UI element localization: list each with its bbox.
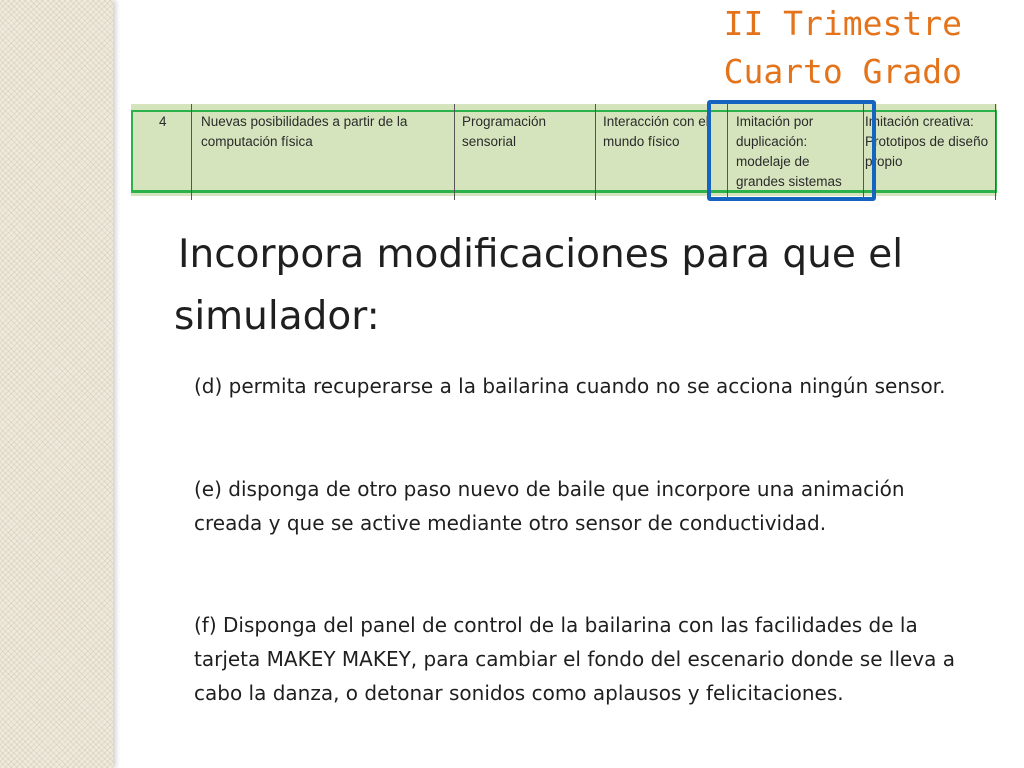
cell-programming: Programación sensorial xyxy=(462,114,547,149)
table-border-left xyxy=(131,110,133,193)
header-trimester: II Trimestre xyxy=(723,4,962,43)
headline-line-1: Incorpora modificaciones para que el xyxy=(178,232,904,277)
cell-imitation-duplication: Imitación por duplicación: modelaje de grandes sistemas xyxy=(736,114,842,189)
column-divider xyxy=(191,104,192,200)
item-f: (f) Disponga del panel de control de la bailarina con las facilidades de la tarjeta MAKEY MAKEY, para cambiar el fondo del escenario donde se lleva a cabo la danza, o detonar sonidos como aplausos y felicitaciones. xyxy=(194,613,956,705)
cell-number: 4 xyxy=(159,114,167,129)
decorative-side-strip xyxy=(0,0,113,768)
header-grade: Cuarto Grado xyxy=(723,52,962,91)
column-divider xyxy=(454,104,455,200)
cell-topic: Nuevas posibilidades a partir de la computación física xyxy=(201,114,408,149)
column-divider xyxy=(995,104,996,200)
item-e: (e) disponga de otro paso nuevo de baile que incorpore una animación creada y que se active mediante otro sensor de conductividad. xyxy=(194,477,905,535)
cell-creative-imitation: Imitación creativa: Prototipos de diseño propio xyxy=(865,114,989,169)
column-divider xyxy=(595,104,596,200)
cell-interaction: Interacción con el mundo físico xyxy=(603,114,709,149)
headline-line-2: simulador: xyxy=(174,294,380,339)
slide-headline xyxy=(174,224,974,348)
item-d: (d) permita recuperarse a la bailarina cuando no se acciona ningún sensor. xyxy=(194,374,946,398)
highlight-box xyxy=(707,100,876,201)
